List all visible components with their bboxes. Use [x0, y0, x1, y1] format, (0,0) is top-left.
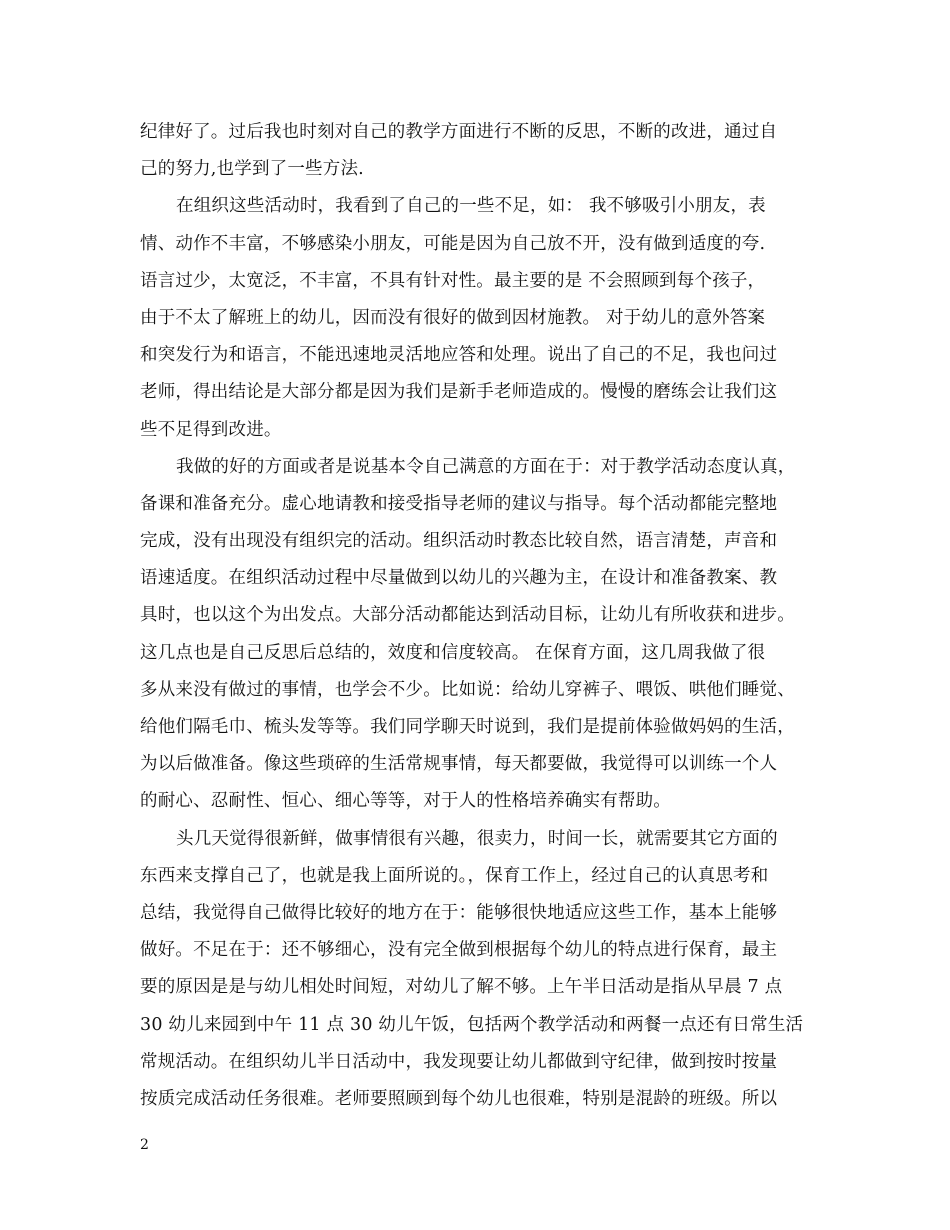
text-line: 己的努力,也学到了一些方法.: [140, 159, 364, 180]
body-text: [140, 114, 840, 1118]
text-line: 备课和准备充分。虚心地请教和接受指导老师的建议与指导。每个活动都能完整地: [140, 493, 778, 514]
text-line: 做好。不足在于：还不够细心，没有完全做到根据每个幼儿的特点进行保育，最主: [140, 940, 778, 961]
text-line: 在组织这些活动时，我看到了自己的一些不足，如： 我不够吸引小朋友，表: [176, 196, 766, 217]
text-line: 情、动作不丰富，不够感染小朋友，可能是因为自己放不开，没有做到适度的夸.: [140, 233, 766, 254]
text-line: 完成，没有出现没有组织完的活动。组织活动时教态比较自然，语言清楚，声音和: [140, 531, 778, 552]
text-line: 语言过少，太宽泛，不丰富，不具有针对性。最主要的是 不会照顾到每个孩子，: [140, 270, 766, 291]
text-line: 老师，得出结论是大部分都是因为我们是新手老师造成的。慢慢的磨练会让我们这: [140, 382, 778, 403]
text-line: 按质完成活动任务很难。老师要照顾到每个幼儿也很难，特别是混龄的班级。所以: [140, 1088, 778, 1109]
text-line: 和突发行为和语言，不能迅速地灵活地应答和处理。说出了自己的不足，我也问过: [140, 345, 778, 366]
text-line: 多从来没有做过的事情，也学会不少。比如说：给幼儿穿裤子、喂饭、哄他们睡觉、: [140, 679, 795, 700]
text-line: 我做的好的方面或者是说基本令自己满意的方面在于：对于教学活动态度认真，: [176, 456, 796, 477]
text-line: 头几天觉得很新鲜，做事情很有兴趣，很卖力，时间一长，就需要其它方面的: [176, 828, 778, 849]
text-line: 语速适度。在组织活动过程中尽量做到以幼儿的兴趣为主，在设计和准备教案、教: [140, 568, 778, 589]
text-line: 常规活动。在组织幼儿半日活动中，我发现要让幼儿都做到守纪律，做到按时按量: [140, 1051, 778, 1072]
text-line: 为以后做准备。像这些琐碎的生活常规事情，每天都要做，我觉得可以训练一个人: [140, 754, 778, 775]
text-line: 东西来支撑自己了，也就是我上面所说的。，保育工作上，经过自己的认真思考和: [140, 865, 769, 886]
text-line: 由于不太了解班上的幼儿，因而没有很好的做到因材施教。 对于幼儿的意外答案: [140, 307, 766, 328]
text-line: 的耐心、忍耐性、恒心、细心等等，对于人的性格培养确实有帮助。: [140, 791, 671, 812]
text-line: 给他们隔毛巾、梳头发等等。我们同学聊天时说到，我们是提前体验做妈妈的生活，: [140, 717, 795, 737]
page-number: 2: [140, 1137, 149, 1153]
text-line: 这几点也是自己反思后总结的，效度和信度较高。 在保育方面，这几周我做了很: [140, 642, 766, 663]
text-line: 总结，我觉得自己做得比较好的地方在于：能够很快地适应这些工作，基本上能够: [140, 902, 778, 923]
text-line: 具时，也以这个为出发点。大部分活动都能达到活动目标，让幼儿有所收获和进步。: [140, 605, 795, 626]
text-line: 些不足得到改进。: [140, 419, 282, 440]
text-line: 要的原因是是与幼儿相处时间短，对幼儿了解不够。上午半日活动是指从早晨 7 点: [140, 977, 783, 998]
text-line: 30 幼儿来园到中午 11 点 30 幼儿午饭，包括两个教学活动和两餐一点还有日常生活: [140, 1014, 804, 1035]
text-line: 纪律好了。过后我也时刻对自己的教学方面进行不断的反思，不断的改进，通过自: [140, 122, 778, 142]
